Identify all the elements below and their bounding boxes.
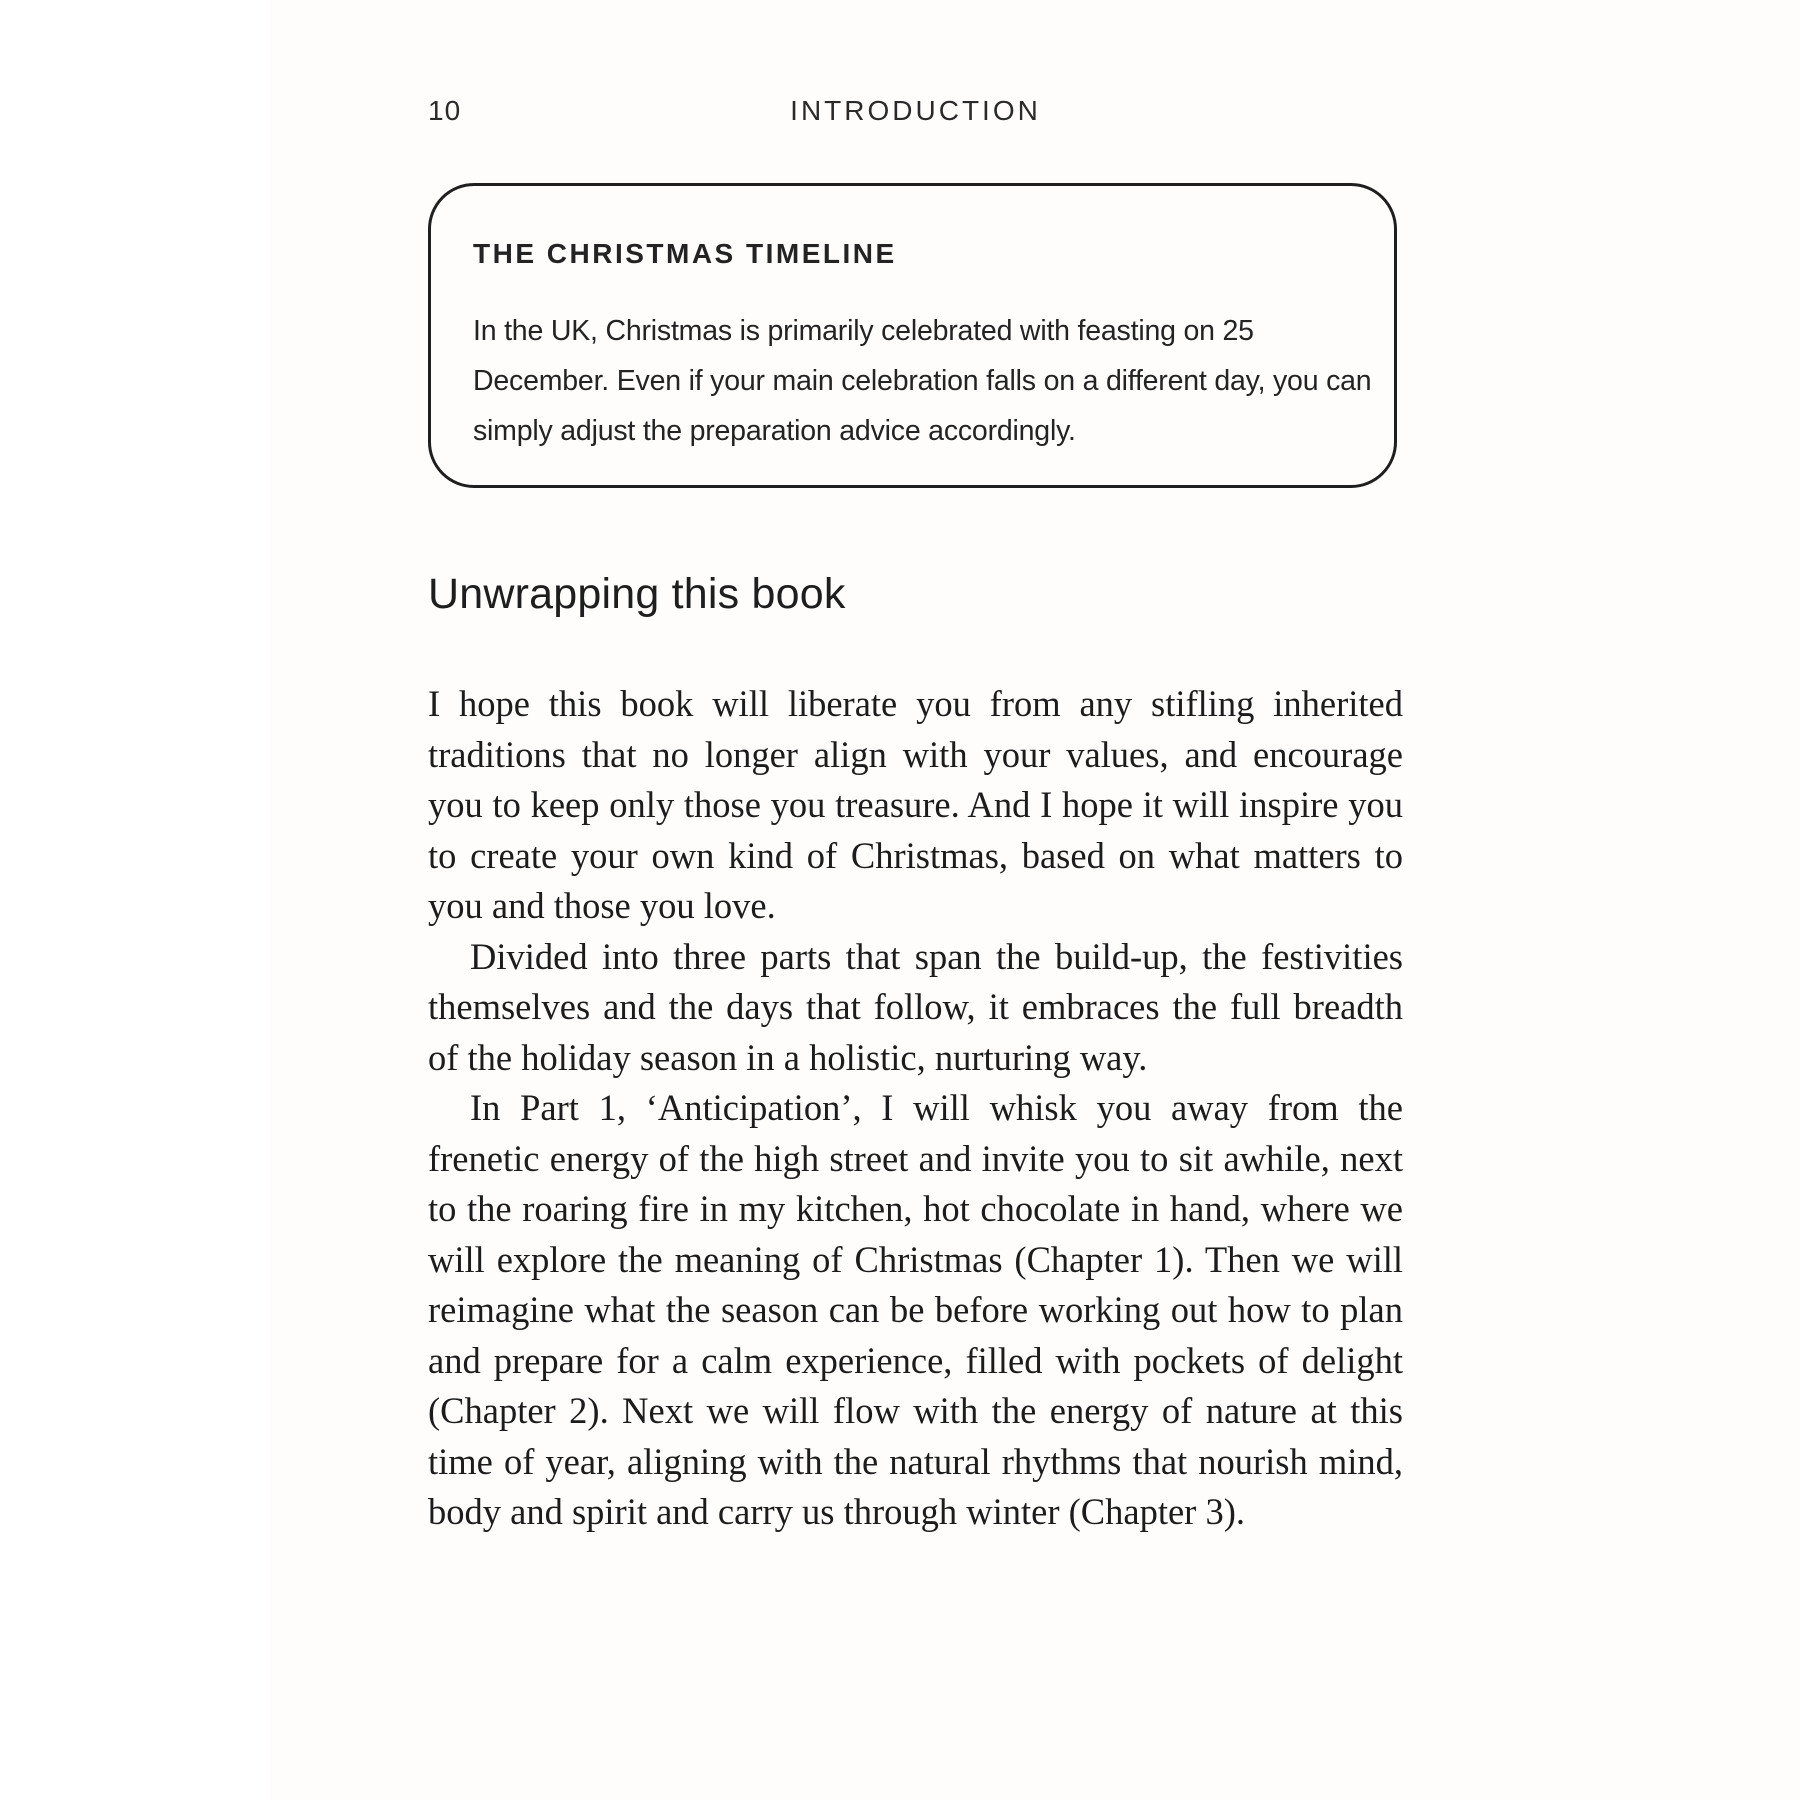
christmas-timeline-box [428,183,1397,488]
timeline-box-text: In the UK, Christmas is primarily celebrated with feasting on 25 December. Even if your main celebration falls on a different day, you can simply adjust the preparation advice accordingly. [473,315,1372,447]
section-heading: Unwrapping this book [428,570,846,618]
page-number: 10 [428,95,462,126]
running-section-title: INTRODUCTION [790,95,1041,126]
body-paragraph: Divided into three parts that span the build-up, the festivities themselves and the days that follow, it embraces the full breadth of the holiday season in a holistic, nurturing way. [428,935,1403,1078]
timeline-box-heading: THE CHRISTMAS TIMELINE [473,238,897,269]
body-paragraph: In Part 1, ‘Anticipation’, I will whisk you away from the frenetic energy of the high street and invite you to sit awhile, next to the roaring fire in my kitchen, hot chocolate in hand, where we will explore the meaning of Christmas (Chapter 1). Then we will reimagine what the season can be before working out how to plan and prepare for a calm experience, filled with pockets of delight (Chapter 2). Next we will flow with the energy of nature at this time of year, aligning with the natural rhythms that nourish mind, body and spirit and carry us through winter (Chapter 3). [428,1087,1403,1532]
running-head [428,95,1403,135]
body-text [428,679,1403,1538]
body-paragraph: I hope this book will liberate you from any stifling inherited traditions that no longer align with your values, and encourage you to keep only those you treasure. And I hope it will inspire you to create your own kind of Christmas, based on what matters to you and those you love. [428,683,1403,926]
